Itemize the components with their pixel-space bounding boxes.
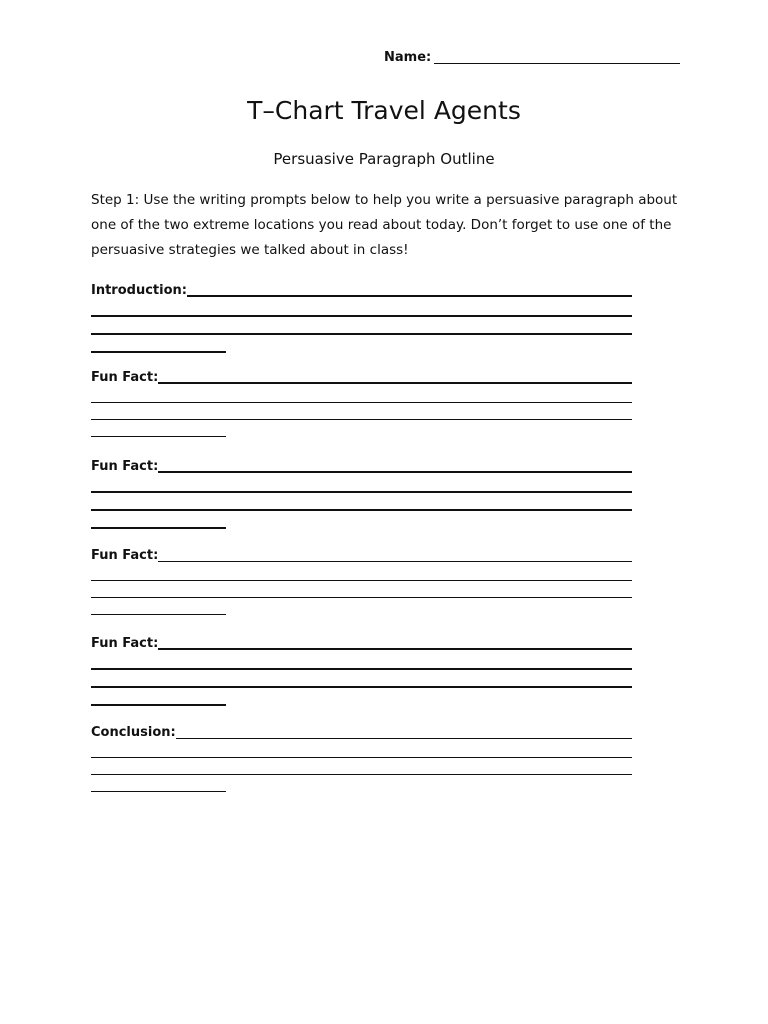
write-line[interactable] [91, 686, 632, 688]
write-line[interactable] [158, 648, 632, 650]
write-line[interactable] [158, 471, 632, 473]
write-line[interactable] [91, 315, 632, 317]
section-fun-fact-1 [91, 369, 632, 437]
write-line[interactable] [91, 757, 632, 758]
write-line[interactable] [176, 738, 632, 739]
section-fun-fact-3 [91, 547, 632, 615]
page-title: T–Chart Travel Agents [247, 96, 521, 125]
write-line[interactable] [91, 419, 632, 420]
write-line-short[interactable] [91, 791, 226, 792]
section-label: Fun Fact: [91, 636, 159, 651]
write-line-short[interactable] [91, 704, 226, 706]
write-line[interactable] [91, 491, 632, 493]
section-label: Introduction: [91, 283, 187, 298]
write-line[interactable] [158, 382, 632, 384]
section-fun-fact-2 [91, 458, 632, 529]
section-conclusion [91, 724, 632, 792]
write-line-short[interactable] [91, 351, 226, 353]
section-label: Fun Fact: [91, 370, 159, 385]
write-line[interactable] [91, 774, 632, 775]
write-line-short[interactable] [91, 527, 226, 529]
name-write-line[interactable] [434, 63, 680, 64]
name-label: Name: [384, 50, 432, 65]
write-line[interactable] [158, 561, 632, 562]
write-line-short[interactable] [91, 614, 226, 615]
write-line[interactable] [91, 509, 632, 511]
section-label: Fun Fact: [91, 459, 159, 474]
write-line[interactable] [91, 597, 632, 598]
section-fun-fact-4 [91, 635, 632, 706]
page-subtitle: Persuasive Paragraph Outline [273, 150, 495, 168]
write-line[interactable] [91, 668, 632, 670]
section-introduction [91, 282, 632, 353]
write-line[interactable] [91, 333, 632, 335]
write-line[interactable] [91, 402, 632, 403]
instructions-text: Use the writing prompts below to help you write a persuasive paragraph about one of the two extreme locations you read about today. Don’t forget to use one of the persuasive strategies we talked about in class! [91, 192, 678, 258]
write-line[interactable] [91, 580, 632, 581]
section-label: Conclusion: [91, 725, 176, 740]
section-label: Fun Fact: [91, 548, 159, 563]
step-label: Step 1: [91, 192, 140, 208]
write-line-short[interactable] [91, 436, 226, 437]
name-row [384, 49, 680, 67]
instructions-paragraph [91, 188, 691, 263]
write-line[interactable] [187, 295, 632, 297]
